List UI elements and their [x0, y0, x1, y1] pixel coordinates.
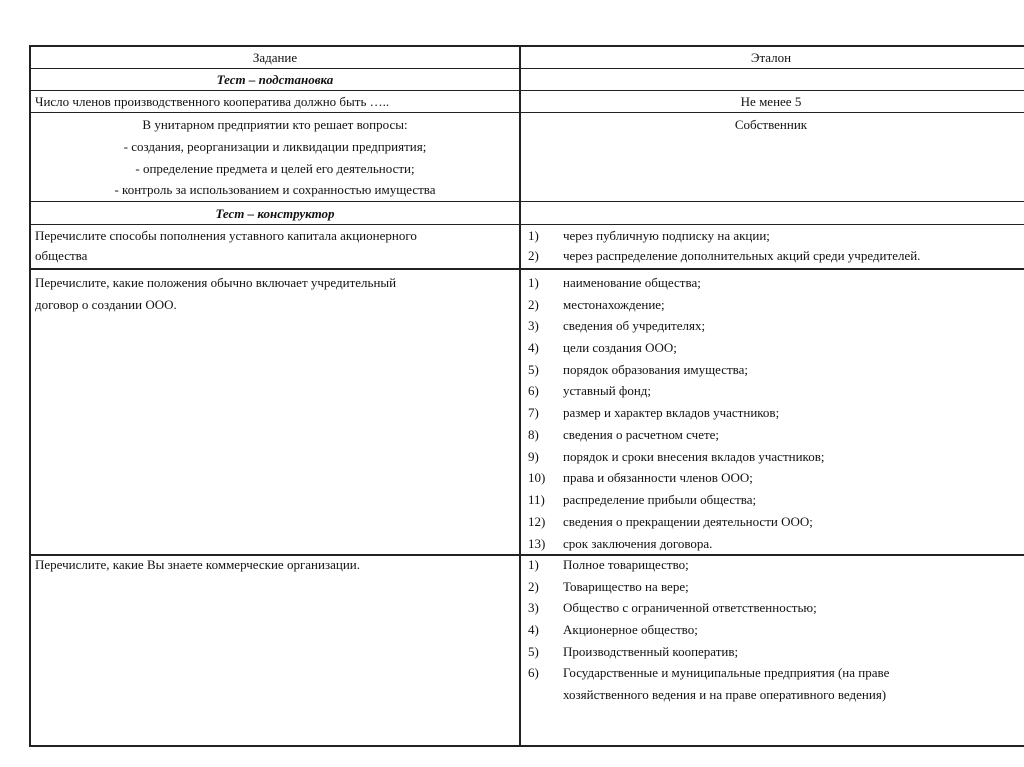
- list-item-number: 2): [528, 579, 539, 594]
- list-item-text: срок заключения договора.: [563, 536, 713, 551]
- row5-task: Перечислите, какие Вы знаете коммерческие организации.: [35, 557, 360, 572]
- list-item-number: 5): [528, 644, 539, 659]
- list-item-text: Товарищество на вере;: [563, 579, 689, 594]
- list-item-number: 12): [528, 514, 546, 529]
- list-item-text: сведения о расчетном счете;: [563, 427, 720, 442]
- row2-task-line: - создания, реорганизации и ликвидации предприятия;: [123, 139, 427, 154]
- list-item-text: права и обязанности членов ООО;: [563, 470, 753, 485]
- list-item-text: Акционерное общество;: [563, 622, 698, 637]
- row-divider: [30, 268, 1024, 270]
- row3-task-line: общества: [35, 248, 88, 263]
- list-item-number: 2): [528, 248, 539, 263]
- list-item-number: 6): [528, 665, 539, 680]
- list-item-number: 5): [528, 362, 539, 377]
- row2-task-line: В унитарном предприятии кто решает вопросы:: [142, 117, 408, 132]
- list-item-number: 7): [528, 405, 539, 420]
- list-item-text: Государственные и муниципальные предприятия (на праве: [563, 665, 890, 680]
- row4-task-line: договор о создании ООО.: [35, 297, 177, 312]
- row2-task-line: - контроль за использованием и сохранностью имущества: [114, 182, 436, 197]
- table-border-bottom: [30, 745, 1024, 747]
- row3-task-line: Перечислите способы пополнения уставного капитала акционерного: [35, 228, 417, 243]
- list-item-number: 1): [528, 557, 539, 572]
- list-item-number: 2): [528, 297, 539, 312]
- section-title-substitution: Тест – подстановка: [216, 72, 334, 87]
- row-divider: [30, 201, 1024, 202]
- row-divider: [30, 90, 1024, 91]
- row2-task-line: - определение предмета и целей его деятельности;: [135, 161, 415, 176]
- row1-answer: Не менее 5: [740, 94, 802, 109]
- list-item-text: Полное товарищество;: [563, 557, 689, 572]
- list-item-text: сведения об учредителях;: [563, 318, 706, 333]
- list-item-text: порядок и сроки внесения вкладов участников;: [563, 449, 825, 464]
- list-item-number: 13): [528, 536, 546, 551]
- list-item-number: 4): [528, 340, 539, 355]
- header-task: Задание: [252, 50, 298, 65]
- list-item-text: уставный фонд;: [563, 383, 652, 398]
- row4-task-line: Перечислите, какие положения обычно включает учредительный: [35, 275, 397, 290]
- list-item-text: через распределение дополнительных акций среди учредителей.: [563, 248, 921, 263]
- row-divider: [30, 112, 1024, 113]
- section-title-constructor: Тест – конструктор: [215, 206, 335, 221]
- row2-answer: Собственник: [734, 117, 808, 132]
- list-item-text: через публичную подписку на акции;: [563, 228, 770, 243]
- row-divider: [30, 224, 1024, 225]
- list-item-number: 10): [528, 470, 546, 485]
- table-border-top: [30, 45, 1024, 47]
- list-item-text: цели создания ООО;: [563, 340, 677, 355]
- list-item-text: порядок образования имущества;: [563, 362, 749, 377]
- row-divider: [30, 68, 1024, 69]
- list-item-number: 11): [528, 492, 545, 507]
- list-item-text: распределение прибыли общества;: [563, 492, 757, 507]
- list-item-text: сведения о прекращении деятельности ООО;: [563, 514, 813, 529]
- column-divider: [519, 45, 521, 747]
- list-item-number: 1): [528, 228, 539, 243]
- list-item-number: 9): [528, 449, 539, 464]
- list-item-number: 6): [528, 383, 539, 398]
- list-item-text: размер и характер вкладов участников;: [563, 405, 780, 420]
- header-etalon: Эталон: [750, 50, 792, 65]
- list-item-number: 3): [528, 600, 539, 615]
- row1-task: Число членов производственного кооператива должно быть …..: [35, 94, 390, 109]
- list-item-number: 1): [528, 275, 539, 290]
- list-item-text: местонахождение;: [563, 297, 665, 312]
- list-item-text: наименование общества;: [563, 275, 701, 290]
- row-divider: [30, 554, 1024, 556]
- list-item-text: Общество с ограниченной ответственностью;: [563, 600, 817, 615]
- list-item-text: Производственный кооператив;: [563, 644, 739, 659]
- list-item-number: 4): [528, 622, 539, 637]
- list-item-number: 3): [528, 318, 539, 333]
- list-item-text-continued: хозяйственного ведения и на праве оперативного ведения): [563, 687, 887, 702]
- list-item-number: 8): [528, 427, 539, 442]
